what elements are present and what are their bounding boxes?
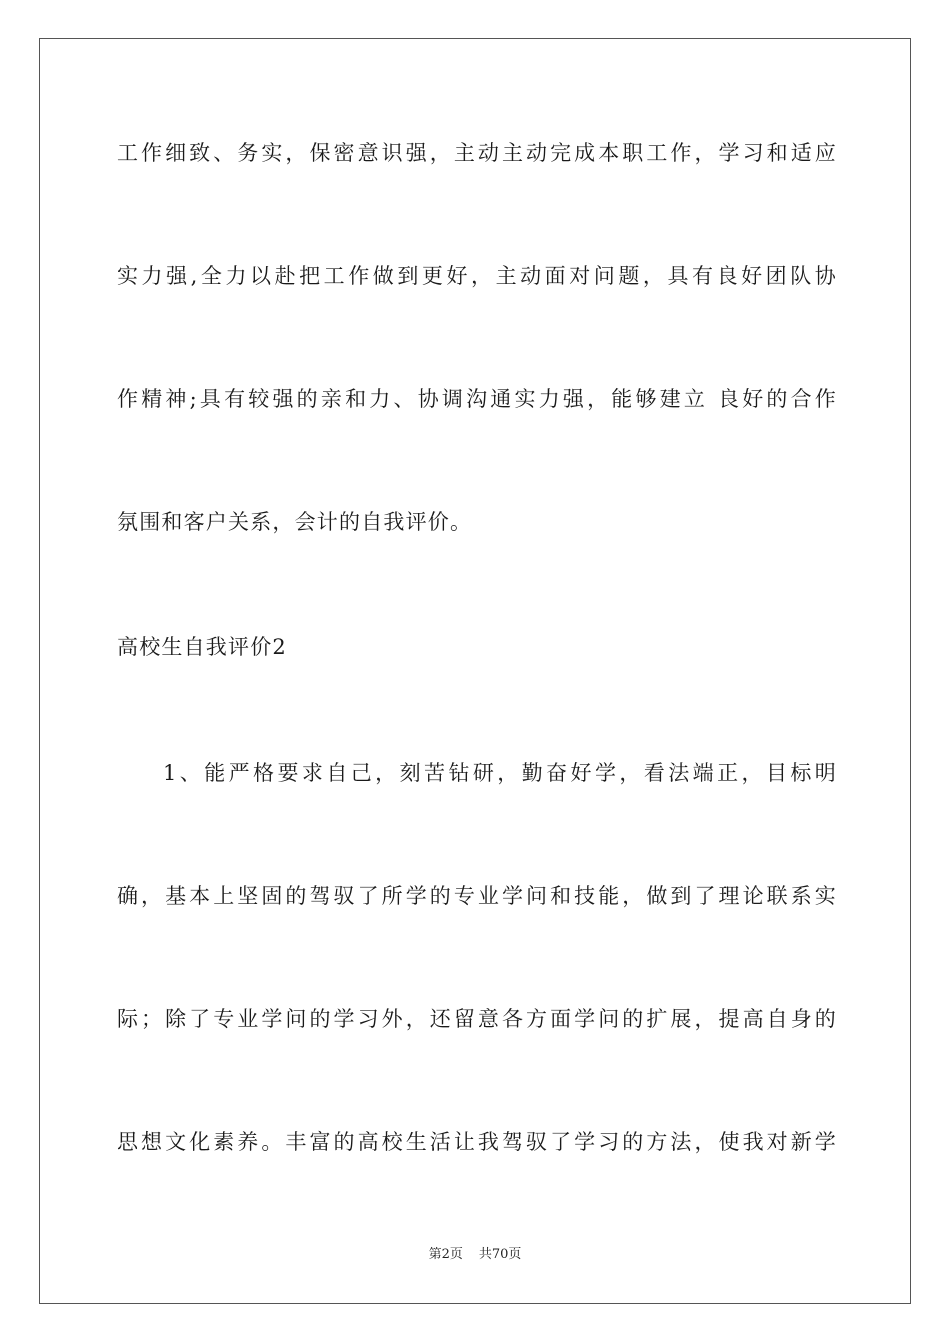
- paragraph-line: 工作细致、务实，保密意识强，主动主动完成本职工作，学习和适应: [117, 141, 837, 165]
- paragraph-line: 思想文化素养。丰富的高校生活让我驾驭了学习的方法，使我对新学: [117, 1130, 837, 1154]
- page-total: 共70页: [478, 1247, 522, 1262]
- paragraph-line: 际；除了专业学问的学习外，还留意各方面学问的扩展，提高自身的: [117, 1007, 837, 1031]
- page-border: [39, 38, 911, 1304]
- page-footer: [0, 1247, 950, 1263]
- paragraph-line: 1、能严格要求自己，刻苦钻研，勤奋好学，看法端正，目标明: [163, 761, 837, 785]
- paragraph-line: 氛围和客户关系，会计的自我评价。: [117, 510, 473, 534]
- paragraph-line: 作精神;具有较强的亲和力、协调沟通实力强，能够建立 良好的合作: [117, 387, 837, 411]
- paragraph-line: 确，基本上坚固的驾驭了所学的专业学问和技能，做到了理论联系实: [117, 884, 837, 908]
- paragraph-line: 实力强,全力以赴把工作做到更好，主动面对问题，具有良好团队协: [117, 264, 837, 288]
- section-heading: 高校生自我评价2: [117, 635, 287, 659]
- page-number: 第2页: [428, 1247, 463, 1262]
